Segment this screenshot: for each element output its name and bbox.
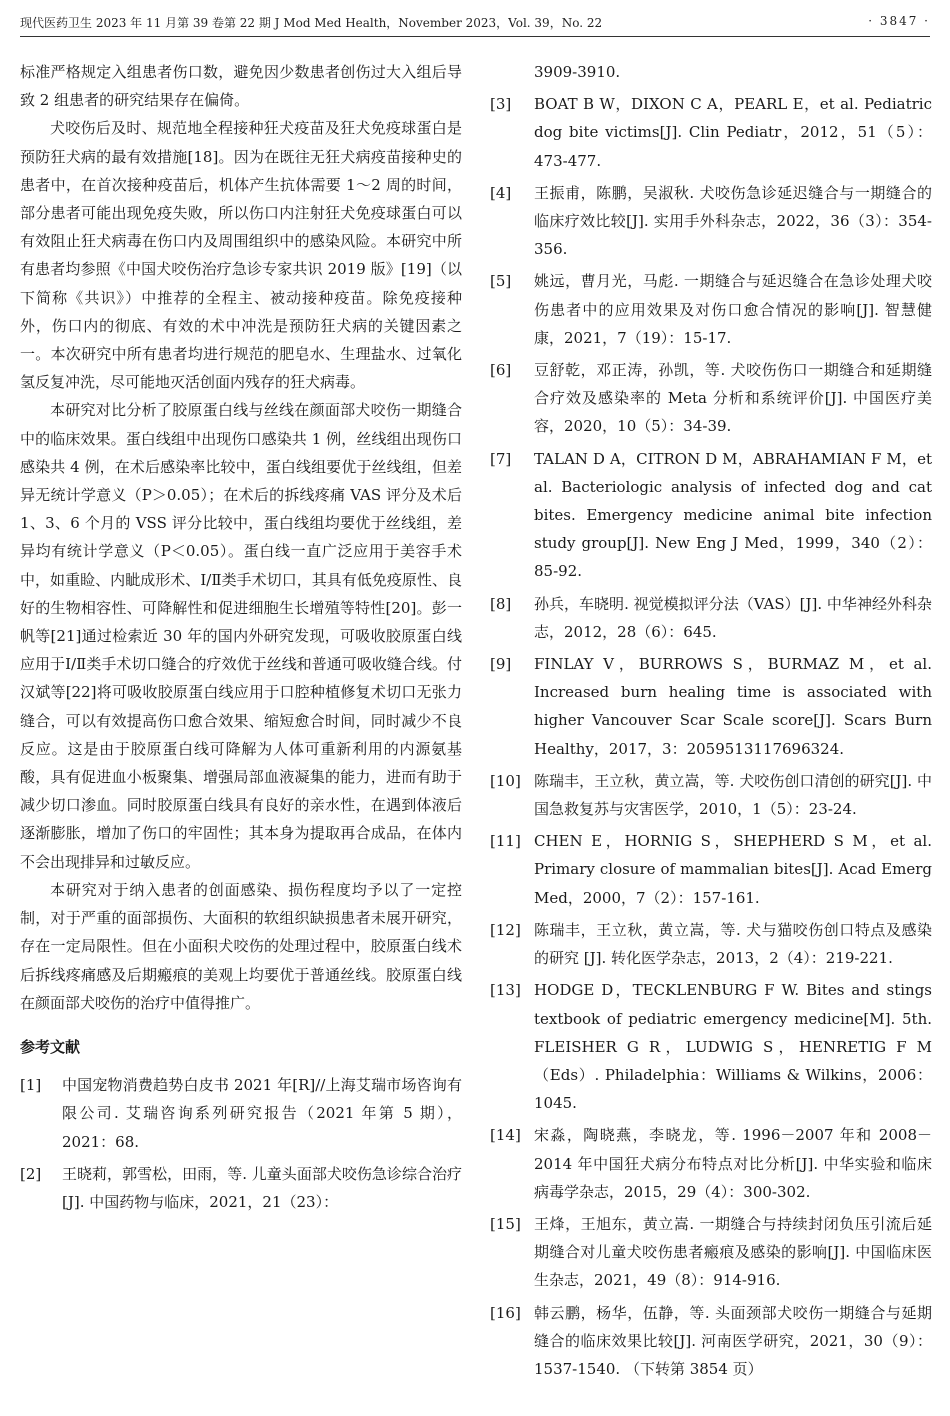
reference-number: [11]	[490, 832, 521, 851]
reference-item	[490, 767, 932, 823]
right-column	[490, 58, 932, 1387]
page-number: · 3847 ·	[868, 14, 930, 28]
references-heading: 参考文献	[20, 1037, 81, 1056]
header-rule	[20, 36, 930, 37]
reference-text: 3909-3910.	[534, 63, 621, 81]
reference-number: [15]	[490, 1214, 521, 1233]
body-paragraph: 犬咬伤后及时、规范地全程接种狂犬疫苗及狂犬免疫球蛋白是预防狂犬病的最有效措施[18]。因为在既往无狂犬病疫苗接种史的患者中，在首次接种疫苗后，机体产生抗体需要 1～2 周的时间，部分患者可能出现免疫失败，所以伤口内注射狂犬免疫球蛋白可以有效阻止狂犬病毒在伤口内及周围组织中的感染风险。本研究中所有患者均参照《中国犬咬伤治疗急诊专家共识 2019 版》[19]（以下简称《共识》）中推荐的全程主、被动接种疫苗。除免疫接种外，伤口内的彻底、有效的术中冲洗是预防狂犬病的关键因素之一。本次研究中所有患者均进行规范的肥皂水、生理盐水、过氧化氢反复冲洗，尽可能地灭活创面内残存的狂犬病毒。	[20, 119, 462, 392]
reference-item	[490, 976, 932, 1117]
reference-item	[20, 1160, 462, 1216]
reference-text: 陈瑞丰，王立秋，黄立嵩，等. 犬与猫咬伤创口特点及感染的研究 [J]. 转化医学杂志，2013，2（4）：219-221.	[534, 920, 932, 968]
reference-text: 王晓莉，郭雪松，田雨，等. 儿童头面部犬咬伤急诊综合治疗[J]. 中国药物与临床，2021，21（23）：	[62, 1164, 462, 1211]
reference-item	[490, 267, 932, 352]
reference-item	[490, 445, 932, 586]
reference-number: [6]	[490, 361, 512, 380]
reference-number: [3]	[490, 95, 512, 114]
reference-number: [8]	[490, 594, 512, 613]
body-paragraph: 标准严格规定入组患者伤口数，避免因少数患者创伤过大入组后导致 2 组患者的研究结果存在偏倚。	[20, 63, 462, 110]
journal-running-title: 现代医药卫生 2023 年 11 月第 39 卷第 22 期 J Mod Med Health，November 2023，Vol. 39，No. 22	[20, 16, 603, 30]
reference-continuation	[490, 58, 932, 86]
reference-text: HODGE D，TECKLENBURG F W. Bites and stings textbook of pediatric emergency medicine[M]. 5th. FLEISHER G R，LUDWIG S，HENRETIG F M（Eds）. Philadelphia：Williams & Wilkins，2006：1045.	[534, 981, 932, 1113]
reference-text: 孙兵，车晓明. 视觉模拟评分法（VAS）[J]. 中华神经外科杂志，2012，28（6）：645.	[534, 594, 932, 641]
running-header	[20, 10, 930, 32]
reference-text: 王烽，王旭东，黄立嵩. 一期缝合与持续封闭负压引流后延期缝合对儿童犬咬伤患者瘢痕及感染的影响[J]. 中国临床医生杂志，2021，49（8）：914-916.	[534, 1214, 932, 1290]
reference-text: 王振甫，陈鹏，吴淑秋. 犬咬伤急诊延迟缝合与一期缝合的临床疗效比较[J]. 实用手外科杂志，2022，36（3）：354-356.	[534, 183, 932, 259]
reference-number: [9]	[490, 655, 512, 674]
reference-number: [13]	[490, 981, 521, 1000]
reference-text: 姚远，曹月光，马彪. 一期缝合与延迟缝合在急诊处理犬咬伤患者中的应用效果及对伤口愈合情况的影响[J]. 智慧健康，2021，7（19）：15-17.	[534, 272, 932, 347]
reference-text: 宋淼，陶晓燕，李晓龙，等. 1996－2007 年和 2008－2014 年中国狂犬病分布特点对比分析[J]. 中华实验和临床病毒学杂志，2015，29（4）：300-302.	[534, 1126, 932, 1201]
body-paragraph: 本研究对于纳入患者的创面感染、损伤程度均予以了一定控制，对于严重的面部损伤、大面积的软组织缺损患者未展开研究，存在一定局限性。但在小面积犬咬伤的处理过程中，胶原蛋白线术后拆线疼痛感及后期瘢痕的美观上均要优于普通丝线。胶原蛋白线在颜面部犬咬伤的治疗中值得推广。	[20, 880, 462, 1012]
reference-item	[490, 827, 932, 912]
left-column	[20, 58, 462, 1220]
reference-number: [7]	[490, 449, 512, 468]
reference-item	[490, 916, 932, 972]
reference-number: [5]	[490, 272, 512, 291]
reference-text: 中国宠物消费趋势白皮书 2021 年[R]//上海艾瑞市场咨询有限公司. 艾瑞咨询系列研究报告（2021 年第 5 期），2021：68.	[62, 1076, 462, 1151]
reference-item	[20, 1071, 462, 1156]
reference-number: [1]	[20, 1076, 42, 1095]
reference-item	[490, 590, 932, 646]
body-paragraph: 本研究对比分析了胶原蛋白线与丝线在颜面部犬咬伤一期缝合中的临床效果。蛋白线组中出现伤口感染共 1 例，丝线组出现伤口感染共 4 例，在术后感染率比较中，蛋白线组要优于丝线组，但差异无统计学意义（P＞0.05）；在术后的拆线疼痛 VAS 评分及术后 1、3、6 个月的 VSS 评分比较中，蛋白线组均要优于丝线组，差异均有统计学意义（P＜0.05）。蛋白线一直广泛应用于美容手术中，如重睑、内眦成形术、Ⅰ/Ⅱ类手术切口，其具有低免疫原性、良好的生物相容性、可降解性和促进细胞生长增殖等特性[20]。彭一帆等[21]通过检索近 30 年的国内外研究发现，可吸收胶原蛋白线应用于Ⅰ/Ⅱ类手术切口缝合的疗效优于丝线和普通可吸收缝合线。付汉斌等[22]将可吸收胶原蛋白线应用于口腔种植修复术切口无张力缝合，可以有效提高伤口愈合效果、缩短愈合时间，同时减少不良反应。这是由于胶原蛋白线可降解为人体可重新利用的内源氨基酸，具有促进血小板聚集、增强局部血液凝集的能力，进而有助于减少切口渗血。同时胶原蛋白线具有良好的亲水性，在遇到体液后逐渐膨胀，增加了伤口的牢固性；其本身为提取再合成品，在体内不会出现排异和过敏反应。	[20, 401, 462, 871]
reference-text: 韩云鹏，杨华，伍静，等. 头面颈部犬咬伤一期缝合与延期缝合的临床效果比较[J]. 河南医学研究，2021，30（9）：1537-1540. （下转第 3854 页）	[534, 1303, 932, 1378]
reference-text: FINLAY V，BURROWS S，BURMAZ M，et al. Increased burn healing time is associated with higher Vancouver Scar Scale score[J]. Scars Burn Healthy，2017，3：2059513117696324.	[534, 655, 932, 758]
reference-text: TALAN D A，CITRON D M，ABRAHAMIAN F M，et al. Bacteriologic analysis of infected dog and cat bites. Emergency medicine animal bite infection study group[J]. New Eng J Med，1999，340（2）：85-92.	[534, 449, 932, 581]
reference-item	[490, 179, 932, 264]
reference-text: 豆舒乾，邓正涛，孙凯，等. 犬咬伤伤口一期缝合和延期缝合疗效及感染率的 Meta 分析和系统评价[J]. 中国医疗美容，2020，10（5）：34-39.	[534, 361, 932, 436]
reference-list-left	[20, 1071, 462, 1216]
reference-item	[490, 1210, 932, 1295]
reference-text: BOAT B W，DIXON C A，PEARL E，et al. Pediatric dog bite victims[J]. Clin Pediatr，2012，51（5）：473-477.	[534, 95, 932, 170]
reference-text: 陈瑞丰，王立秋，黄立嵩，等. 犬咬伤创口清创的研究[J]. 中国急救复苏与灾害医学，2010，1（5）：23-24.	[534, 771, 932, 819]
reference-number: [2]	[20, 1164, 42, 1183]
reference-number: [10]	[490, 771, 521, 790]
reference-item	[490, 90, 932, 175]
reference-item	[490, 356, 932, 441]
reference-item	[490, 650, 932, 763]
reference-number: [14]	[490, 1126, 521, 1145]
reference-item	[490, 1121, 932, 1206]
reference-number: [16]	[490, 1303, 521, 1322]
reference-number: [4]	[490, 183, 512, 202]
reference-item	[490, 1299, 932, 1384]
reference-number: [12]	[490, 920, 521, 939]
reference-text: CHEN E，HORNIG S，SHEPHERD S M，et al. Primary closure of mammalian bites[J]. Acad Emerg Med，2000，7（2）：157-161.	[534, 832, 932, 907]
